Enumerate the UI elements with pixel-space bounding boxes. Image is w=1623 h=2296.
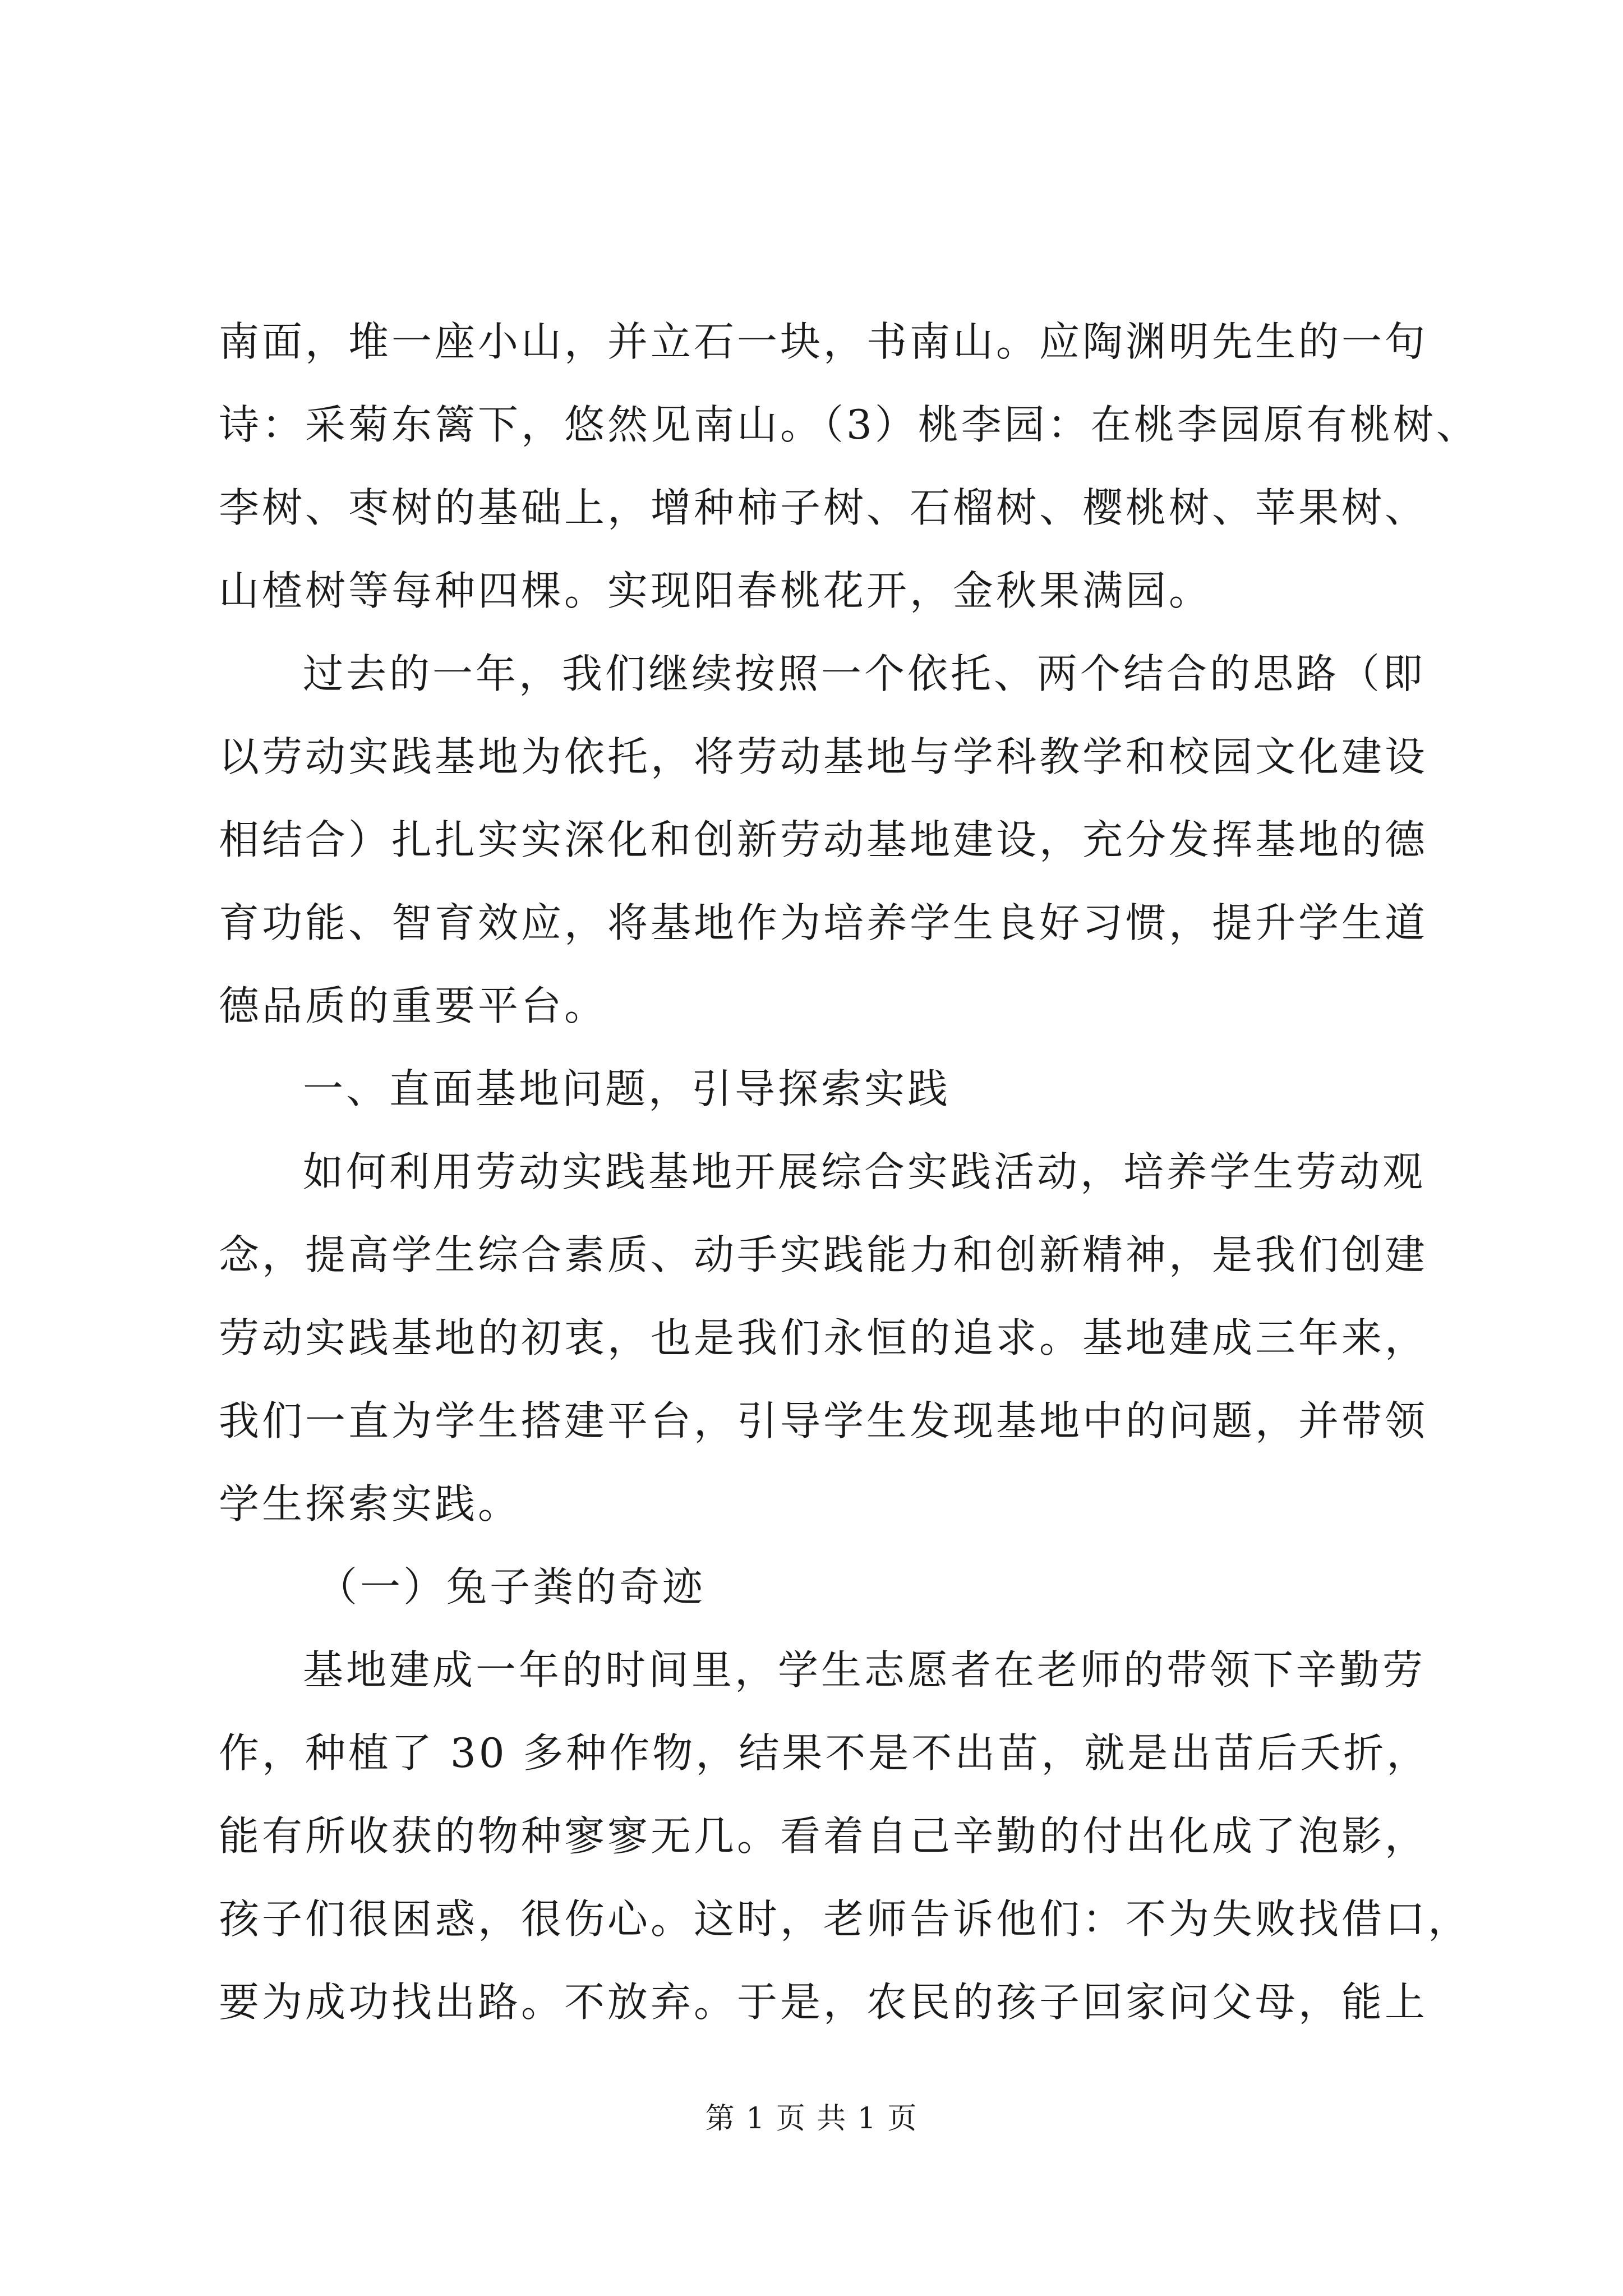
paragraph-line: 育功能、智育效应，将基地作为培养学生良好习惯，提升学生道 (219, 899, 1428, 946)
subsection-heading: （一）兔子粪的奇迹 (317, 1563, 706, 1611)
paragraph-line: 以劳动实践基地为依托，将劳动基地与学科教学和校园文化建设 (219, 733, 1428, 780)
paragraph-line: 山楂树等每种四棵。实现阳春桃花开，金秋果满园。 (219, 567, 1212, 614)
paragraph-line: 过去的一年，我们继续按照一个依托、两个结合的思路（即 (303, 650, 1426, 697)
paragraph-line: 孩子们很困惑，很伤心。这时，老师告诉他们：不为失败找借口， (219, 1895, 1472, 1943)
paragraph-line: 德品质的重要平台。 (219, 982, 608, 1029)
paragraph-line: 劳动实践基地的初衷，也是我们永恒的追求。基地建成三年来， (219, 1314, 1428, 1361)
paragraph-line: 李树、枣树的基础上，增种柿子树、石榴树、樱桃树、苹果树、 (219, 484, 1428, 531)
paragraph-line: 能有所收获的物种寥寥无几。看着自己辛勤的付出化成了泡影， (219, 1812, 1428, 1860)
paragraph-line: 我们一直为学生搭建平台，引导学生发现基地中的问题，并带领 (219, 1397, 1428, 1444)
paragraph-line: 念，提高学生综合素质、动手实践能力和创新精神，是我们创建 (219, 1231, 1428, 1278)
paragraph-line: 诗：采菊东篱下，悠然见南山。（3）桃李园：在桃李园原有桃树、 (219, 401, 1479, 448)
document-body (219, 300, 1479, 2044)
section-heading: 一、直面基地问题，引导探索实践 (303, 1065, 951, 1112)
paragraph-line: 相结合）扎扎实实深化和创新劳动基地建设，充分发挥基地的德 (219, 816, 1428, 863)
paragraph-line: 南面，堆一座小山，并立石一块，书南山。应陶渊明先生的一句 (219, 318, 1428, 365)
paragraph-line: 学生探索实践。 (219, 1480, 522, 1527)
paragraph-line: 作，种植了 30 多种作物，结果不是不出苗，就是出苗后夭折， (219, 1729, 1430, 1777)
paragraph-line: 如何利用劳动实践基地开展综合实践活动，培养学生劳动观 (303, 1148, 1426, 1195)
paragraph-line: 要为成功找出路。不放弃。于是，农民的孩子回家问父母，能上 (219, 1978, 1428, 2026)
paragraph-line: 基地建成一年的时间里，学生志愿者在老师的带领下辛勤劳 (303, 1646, 1426, 1694)
page-footer: 第 1 页 共 1 页 (705, 2102, 918, 2136)
